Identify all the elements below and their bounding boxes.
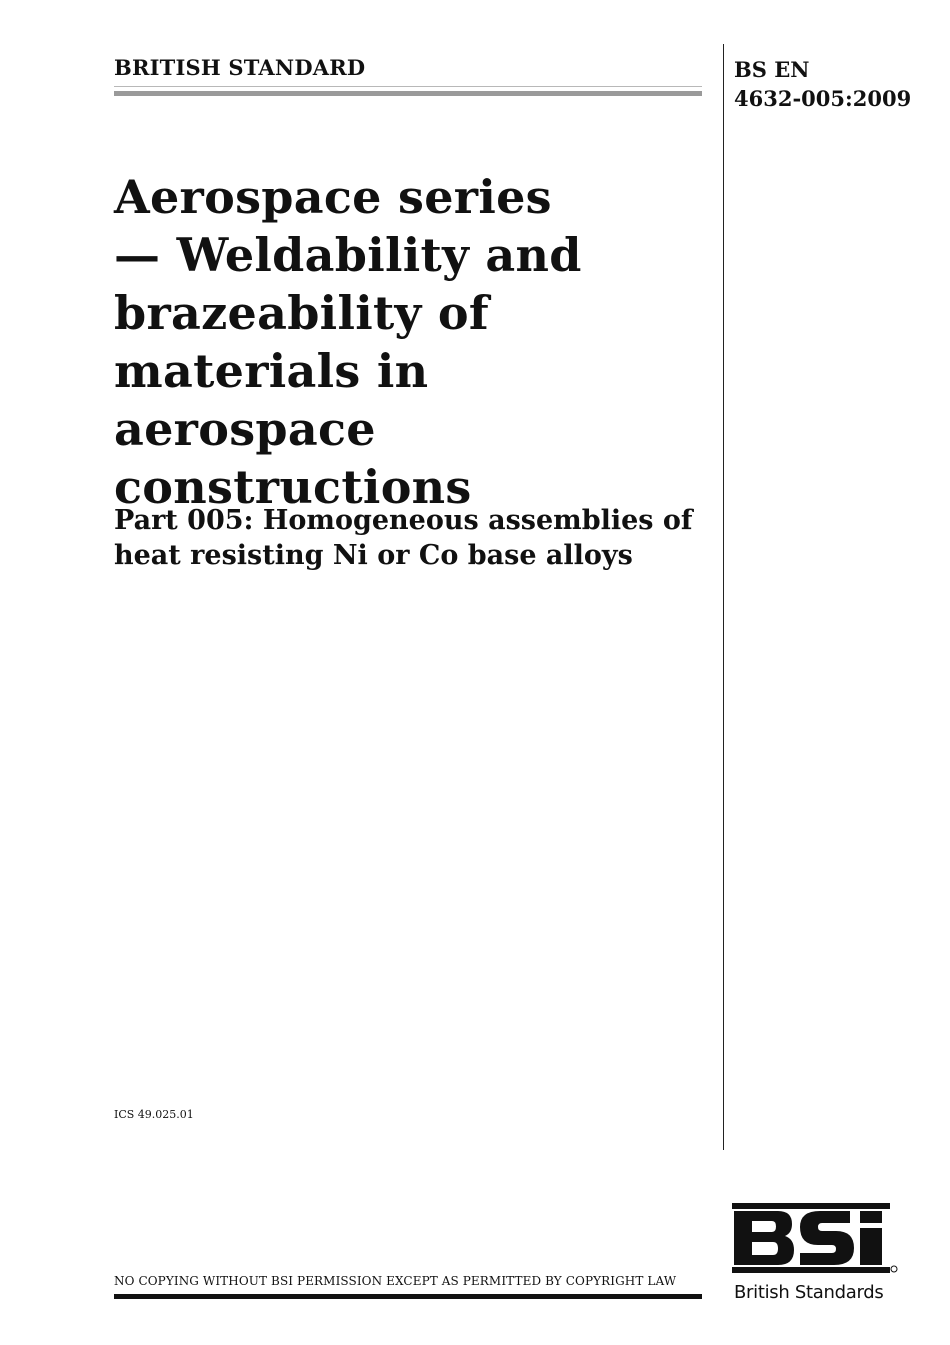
title-line: — Weldability and — [114, 228, 582, 282]
bsi-caption: British Standards — [734, 1282, 884, 1303]
standard-number — [734, 55, 911, 113]
header-divider-thick — [114, 91, 702, 96]
standard-number-code: 4632-005:2009 — [734, 86, 912, 111]
standard-number-prefix: BS EN — [734, 57, 810, 82]
title-line: constructions — [114, 460, 472, 514]
title-line: brazeability of — [114, 286, 489, 340]
copyright-notice: NO COPYING WITHOUT BSI PERMISSION EXCEPT AS PERMITTED BY COPYRIGHT LAW — [114, 1274, 677, 1288]
title-line: Aerospace series — [114, 170, 552, 224]
bsi-logo-graphic — [732, 1203, 900, 1279]
title-line: materials in aerospace — [114, 344, 429, 456]
document-title — [114, 168, 704, 516]
header-divider-thin — [114, 86, 702, 87]
footer-divider — [114, 1294, 702, 1299]
subtitle-line: Part 005: Homogeneous assemblies of — [114, 505, 693, 536]
document-subtitle — [114, 503, 704, 573]
ics-code: ICS 49.025.01 — [114, 1108, 194, 1121]
document-series-label: BRITISH STANDARD — [114, 55, 366, 80]
vertical-divider — [723, 44, 724, 1150]
subtitle-line: heat resisting Ni or Co base alloys — [114, 540, 633, 571]
